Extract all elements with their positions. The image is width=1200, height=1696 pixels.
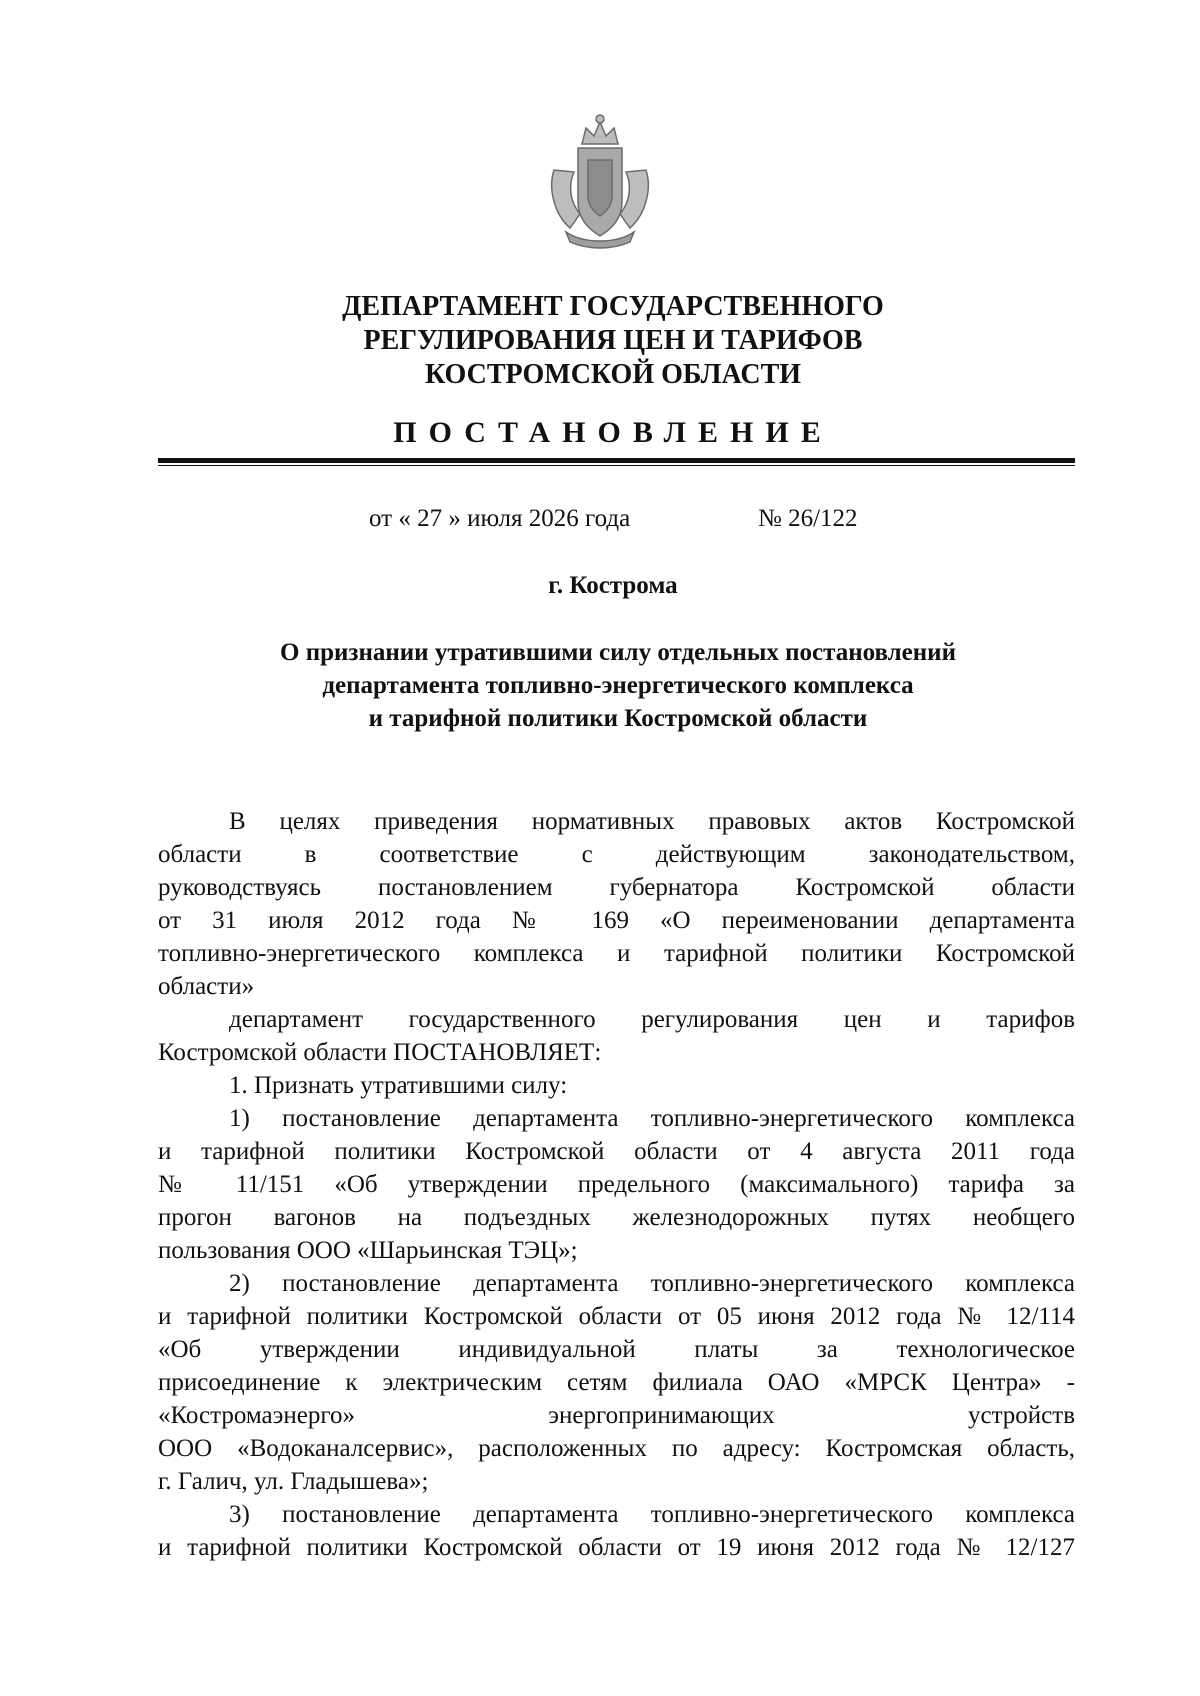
text-line: от 31 июля 2012 года № 169 «О переименовании департамента (158, 907, 1075, 934)
subject-line: О признании утратившими силу отдельных постановлений (280, 639, 956, 666)
subject-line: департамента топливно-энергетического комплекса (322, 672, 914, 699)
text-line: и тарифной политики Костромской области от 19 июня 2012 года № 12/127 (158, 1534, 1075, 1561)
document-body (158, 805, 1075, 1564)
text-line: ООО «Водоканалсервис», расположенных по адресу: Костромская область, (158, 1435, 1075, 1462)
subject-line: и тарифной политики Костромской области (368, 705, 868, 732)
text-line: области» (158, 973, 255, 1000)
text-line: департамент государственного регулирования цен и тарифов (229, 1006, 1075, 1033)
text-line: и тарифной политики Костромской области от 05 июня 2012 года № 12/114 (158, 1303, 1075, 1330)
text-line: 1) постановление департамента топливно-энергетического комплекса (229, 1105, 1075, 1132)
document-subject (0, 636, 1200, 735)
document-number: № 26/122 (758, 505, 858, 532)
text-line: 1. Признать утратившими силу: (229, 1072, 568, 1099)
text-line: пользования ООО «Шарьинская ТЭЦ»; (158, 1237, 578, 1264)
text-line: присоединение к электрическим сетям филиала ОАО «МРСК Центра» - (158, 1369, 1075, 1396)
subitem-1 (158, 1102, 1075, 1267)
text-line: руководствуясь постановлением губернатора Костромской области (158, 874, 1075, 901)
document-city: г. Кострома (548, 572, 678, 599)
issuing-authority (0, 290, 1200, 392)
text-line: прогон вагонов на подъездных железнодорожных путях необщего (158, 1204, 1075, 1231)
text-line: и тарифной политики Костромской области от 4 августа 2011 года (158, 1138, 1075, 1165)
resolves-paragraph (158, 1003, 1075, 1069)
text-line: 3) постановление департамента топливно-энергетического комплекса (229, 1501, 1075, 1528)
org-line: РЕГУЛИРОВАНИЯ ЦЕН И ТАРИФОВ (363, 325, 863, 356)
org-line: ДЕПАРТАМЕНТ ГОСУДАРСТВЕННОГО (342, 291, 884, 322)
subitem-3 (158, 1498, 1075, 1564)
text-line: топливно-энергетического комплекса и тарифной политики Костромской (158, 940, 1075, 967)
document-type-title: ПОСТАНОВЛЕНИЕ (393, 416, 833, 449)
text-line: области в соответствие с действующим законодательством, (158, 841, 1075, 868)
subitem-2 (158, 1267, 1075, 1498)
text-line: Костромской области ПОСТАНОВЛЯЕТ: (158, 1039, 602, 1066)
text-line: № 11/151 «Об утверждении предельного (максимального) тарифа за (158, 1171, 1075, 1198)
header-divider-thin (158, 465, 1075, 466)
header-divider (158, 458, 1075, 463)
coat-of-arms-icon (540, 110, 660, 250)
text-line: «Об утверждении индивидуальной платы за технологическое (158, 1336, 1075, 1363)
text-line: г. Галич, ул. Гладышева»; (158, 1468, 429, 1495)
item-1 (158, 1069, 1075, 1102)
text-line: «Костромаэнерго» энергопринимающих устройств (158, 1402, 1075, 1429)
org-line: КОСТРОМСКОЙ ОБЛАСТИ (424, 359, 802, 390)
text-line: В целях приведения нормативных правовых актов Костромской (229, 808, 1075, 835)
preamble-paragraph (158, 805, 1075, 1003)
text-line: 2) постановление департамента топливно-энергетического комплекса (229, 1270, 1075, 1297)
document-date: от « 27 » июля 2026 года (369, 505, 631, 532)
